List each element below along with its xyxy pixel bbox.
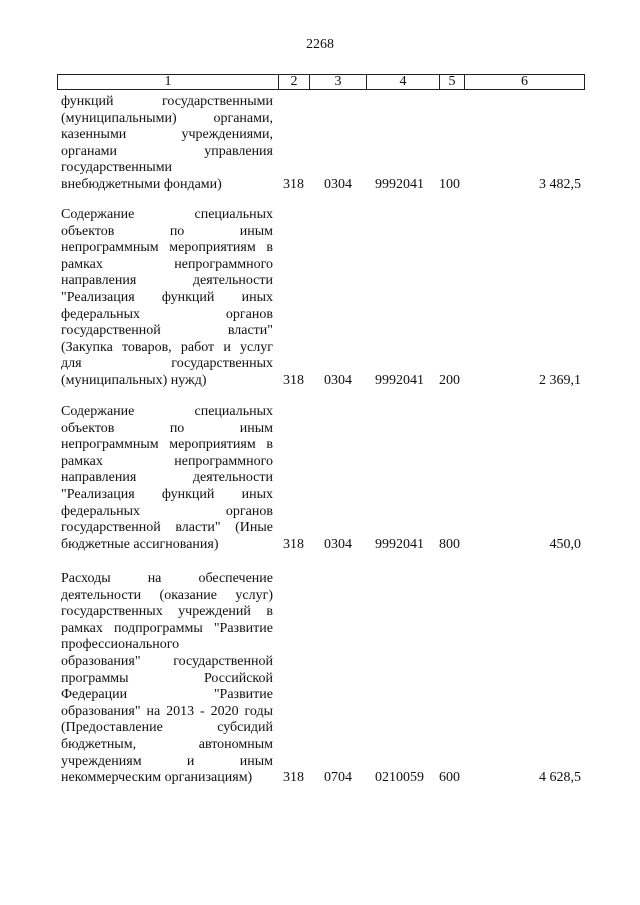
row-description [61, 571, 273, 787]
description-line: рамках непрограммного [61, 256, 273, 272]
header-col-4: 4 [367, 75, 440, 90]
description-line: внебюджетными фондами) [61, 176, 222, 192]
description-line: органами управления [61, 143, 273, 159]
description-line: (муниципальных) нужд) [61, 372, 207, 388]
description-line: Расходы на обеспечение [61, 571, 273, 586]
cell-c3: 0704 [324, 770, 352, 786]
description-line: учреждениям и иным [61, 753, 273, 769]
cell-c2: 318 [283, 373, 304, 388]
cell-c4: 0210059 [375, 770, 424, 786]
description-line: непрограммным мероприятиям в [61, 240, 273, 256]
header-col-1: 1 [58, 75, 279, 90]
description-line: федеральных органов [61, 503, 273, 519]
description-line: бюджетным, автономным [61, 736, 273, 752]
description-line: образования" на 2013 - 2020 годы [61, 703, 273, 719]
header-col-2: 2 [279, 75, 310, 90]
description-line: бюджетные ассигнования) [61, 536, 219, 552]
description-line: рамках подпрограммы "Развитие [61, 620, 273, 636]
cell-c3: 0304 [324, 373, 352, 388]
cell-c5: 800 [439, 536, 460, 552]
description-line: образования" государственной [61, 653, 273, 669]
description-line: направления деятельности [61, 273, 273, 289]
header-col-5: 5 [440, 75, 465, 90]
cell-c2: 318 [283, 770, 304, 786]
description-line: "Реализация функций иных [61, 289, 273, 305]
description-line: некоммерческим организациям) [61, 770, 253, 786]
cell-c6: 450,0 [549, 536, 581, 552]
cell-c6: 3 482,5 [539, 177, 581, 192]
cell-c4: 9992041 [375, 373, 424, 388]
cell-c2: 318 [283, 177, 304, 192]
description-line: (муниципальными) органами, [61, 110, 273, 126]
cell-c3: 0304 [324, 177, 352, 192]
description-line: непрограммным мероприятиям в [61, 437, 273, 453]
header-col-6: 6 [465, 75, 585, 90]
table-header [57, 74, 585, 90]
description-line: Содержание специальных [61, 404, 273, 419]
description-line: для государственных [61, 356, 273, 372]
description-line: профессионального [61, 637, 180, 653]
cell-c5: 600 [439, 770, 460, 786]
description-line: направления деятельности [61, 470, 273, 486]
description-line: федеральных органов [61, 306, 273, 322]
description-line: деятельности (оказание услуг) [61, 587, 273, 603]
cell-c3: 0304 [324, 536, 352, 552]
description-line: Федерации "Развитие [61, 687, 273, 703]
cell-c4: 9992041 [375, 177, 424, 192]
cell-c6: 2 369,1 [539, 373, 581, 388]
cell-c2: 318 [283, 536, 304, 552]
description-line: функций государственными [61, 94, 273, 109]
row-description [61, 404, 273, 553]
description-line: казенными учреждениями, [61, 127, 273, 143]
description-line: государственной власти" (Иные [61, 520, 273, 536]
page-number: 2268 [306, 37, 334, 52]
description-line: "Реализация функций иных [61, 486, 273, 502]
cell-c4: 9992041 [375, 536, 424, 552]
cell-c5: 200 [439, 373, 460, 388]
description-line: программы Российской [61, 670, 273, 686]
cell-c5: 100 [439, 177, 460, 192]
description-line: государственных учреждений в [61, 604, 273, 620]
description-line: рамках непрограммного [61, 453, 273, 469]
description-line: Содержание специальных [61, 207, 273, 222]
description-line: (Закупка товаров, работ и услуг [61, 339, 273, 355]
description-line: объектов по иным [61, 223, 273, 239]
row-description [61, 207, 273, 390]
description-line: объектов по иным [61, 420, 273, 436]
header-col-3: 3 [310, 75, 367, 90]
row-description [61, 94, 273, 194]
cell-c6: 4 628,5 [539, 770, 581, 786]
description-line: (Предоставление субсидий [61, 720, 273, 736]
description-line: государственной власти" [61, 323, 273, 339]
description-line: государственными [61, 160, 173, 176]
